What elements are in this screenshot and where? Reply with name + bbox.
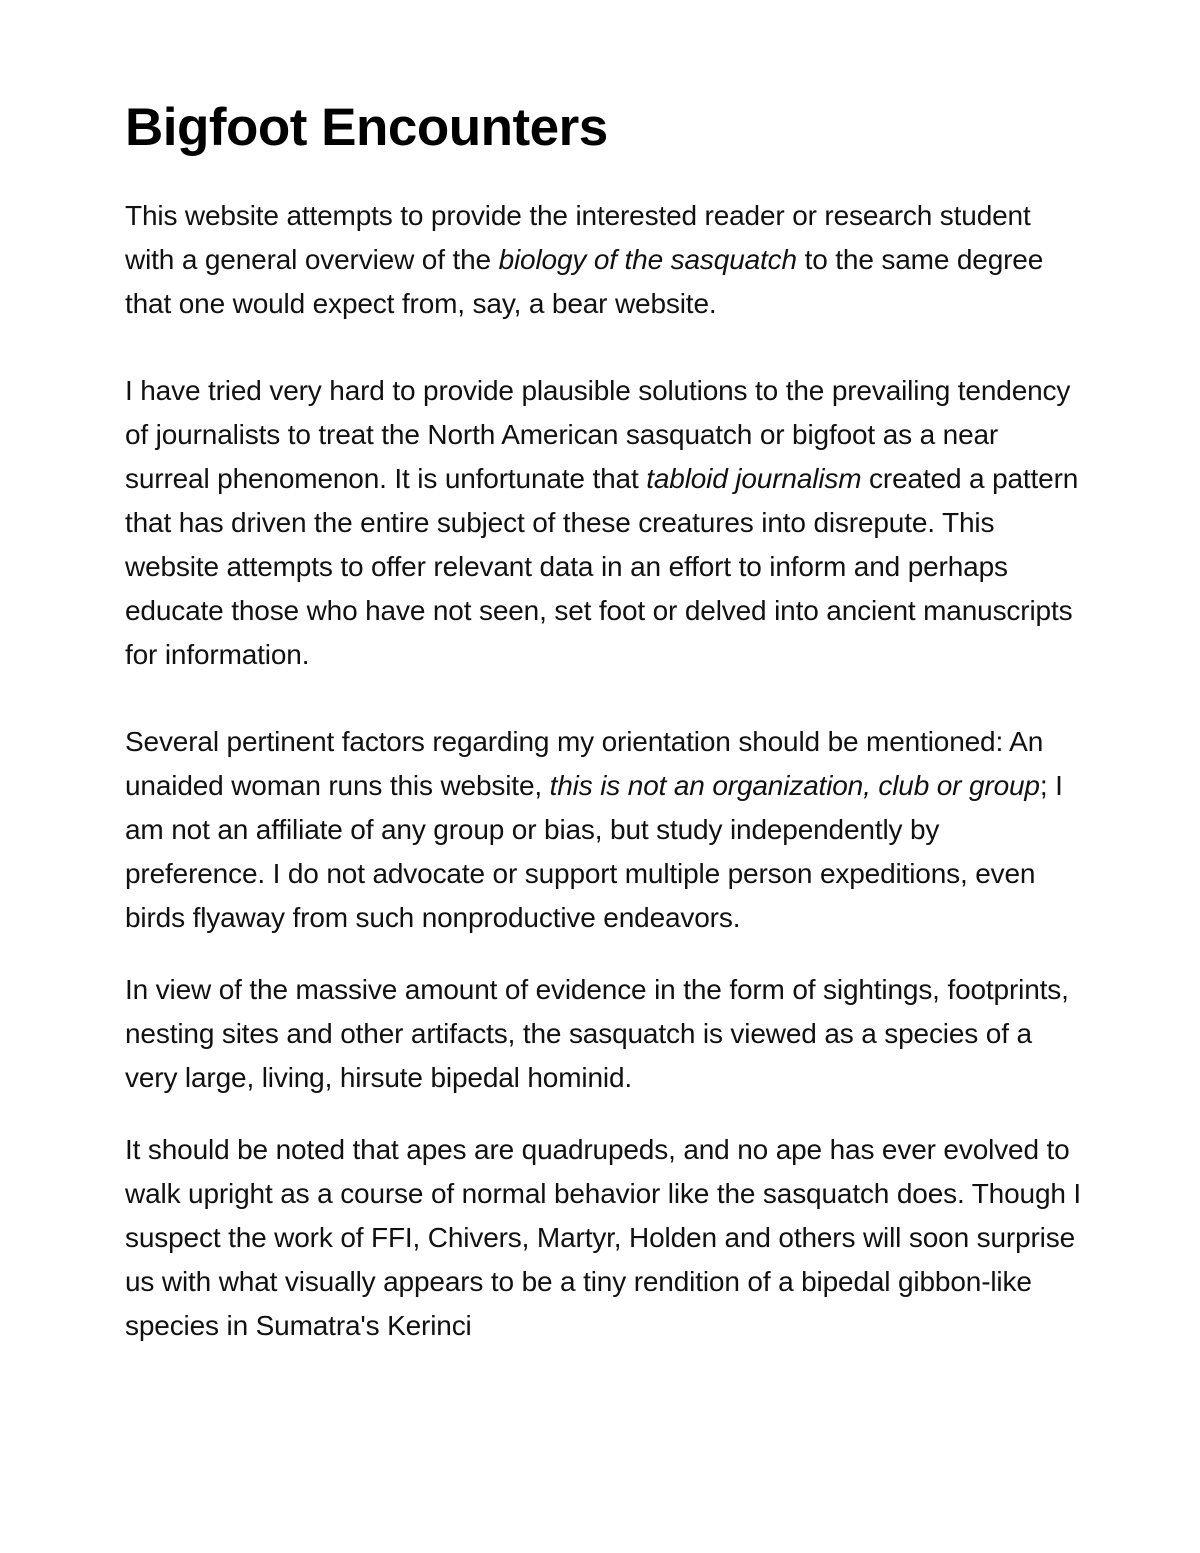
orientation-emphasis: this is not an organization, club or group [549, 770, 1040, 801]
journalism-text-1: I have tried very hard to provide plausible solutions to the prevailing tendency of journalists to treat the North American sasquatch or bigfoot as a near surreal phenomenon. It is unfortunate that [125, 375, 1071, 494]
intro-text-2: to the same degree that one would expect from, say, a bear website. [125, 244, 1044, 319]
intro-text-1: This website attempts to provide the interested reader or research student with a general overview of the [125, 200, 1031, 275]
page-title: Bigfoot Encounters [125, 98, 608, 157]
intro-emphasis: biology of the sasquatch [498, 244, 797, 275]
journalism-text-2: created a pattern that has driven the entire subject of these creatures into disrepute. This website attempts to offer relevant data in an effort to inform and perhaps educate those who have not seen, set foot or delved into ancient manuscripts for information. [125, 463, 1079, 670]
evidence-paragraph: In view of the massive amount of evidence in the form of sightings, footprints, nesting sites and other artifacts, the sasquatch is viewed as a species of a very large, living, hirsute bipedal hominid. [125, 974, 1069, 1093]
journalism-paragraph [125, 369, 1085, 677]
orientation-text-1: Several pertinent factors regarding my orientation should be mentioned: An unaided woman runs this website, [125, 726, 1044, 801]
intro-paragraph [125, 194, 1085, 326]
orientation-paragraph [125, 720, 1085, 940]
orientation-text-2: ; I am not an affiliate of any group or bias, but study independently by preference. I do not advocate or support multiple person expeditions, even birds flyaway from such nonproductive endeavors. [125, 770, 1063, 933]
journalism-emphasis: tabloid journalism [646, 463, 862, 494]
document-page [125, 96, 1085, 1391]
apes-paragraph: It should be noted that apes are quadrupeds, and no ape has ever evolved to walk upright as a course of normal behavior like the sasquatch does. Though I suspect the work of FFI, Chivers, Martyr, Holden and others will soon surprise us with what visually appears to be a tiny rendition of a bipedal gibbon-like species in Sumatra's Kerinci [125, 1134, 1082, 1341]
